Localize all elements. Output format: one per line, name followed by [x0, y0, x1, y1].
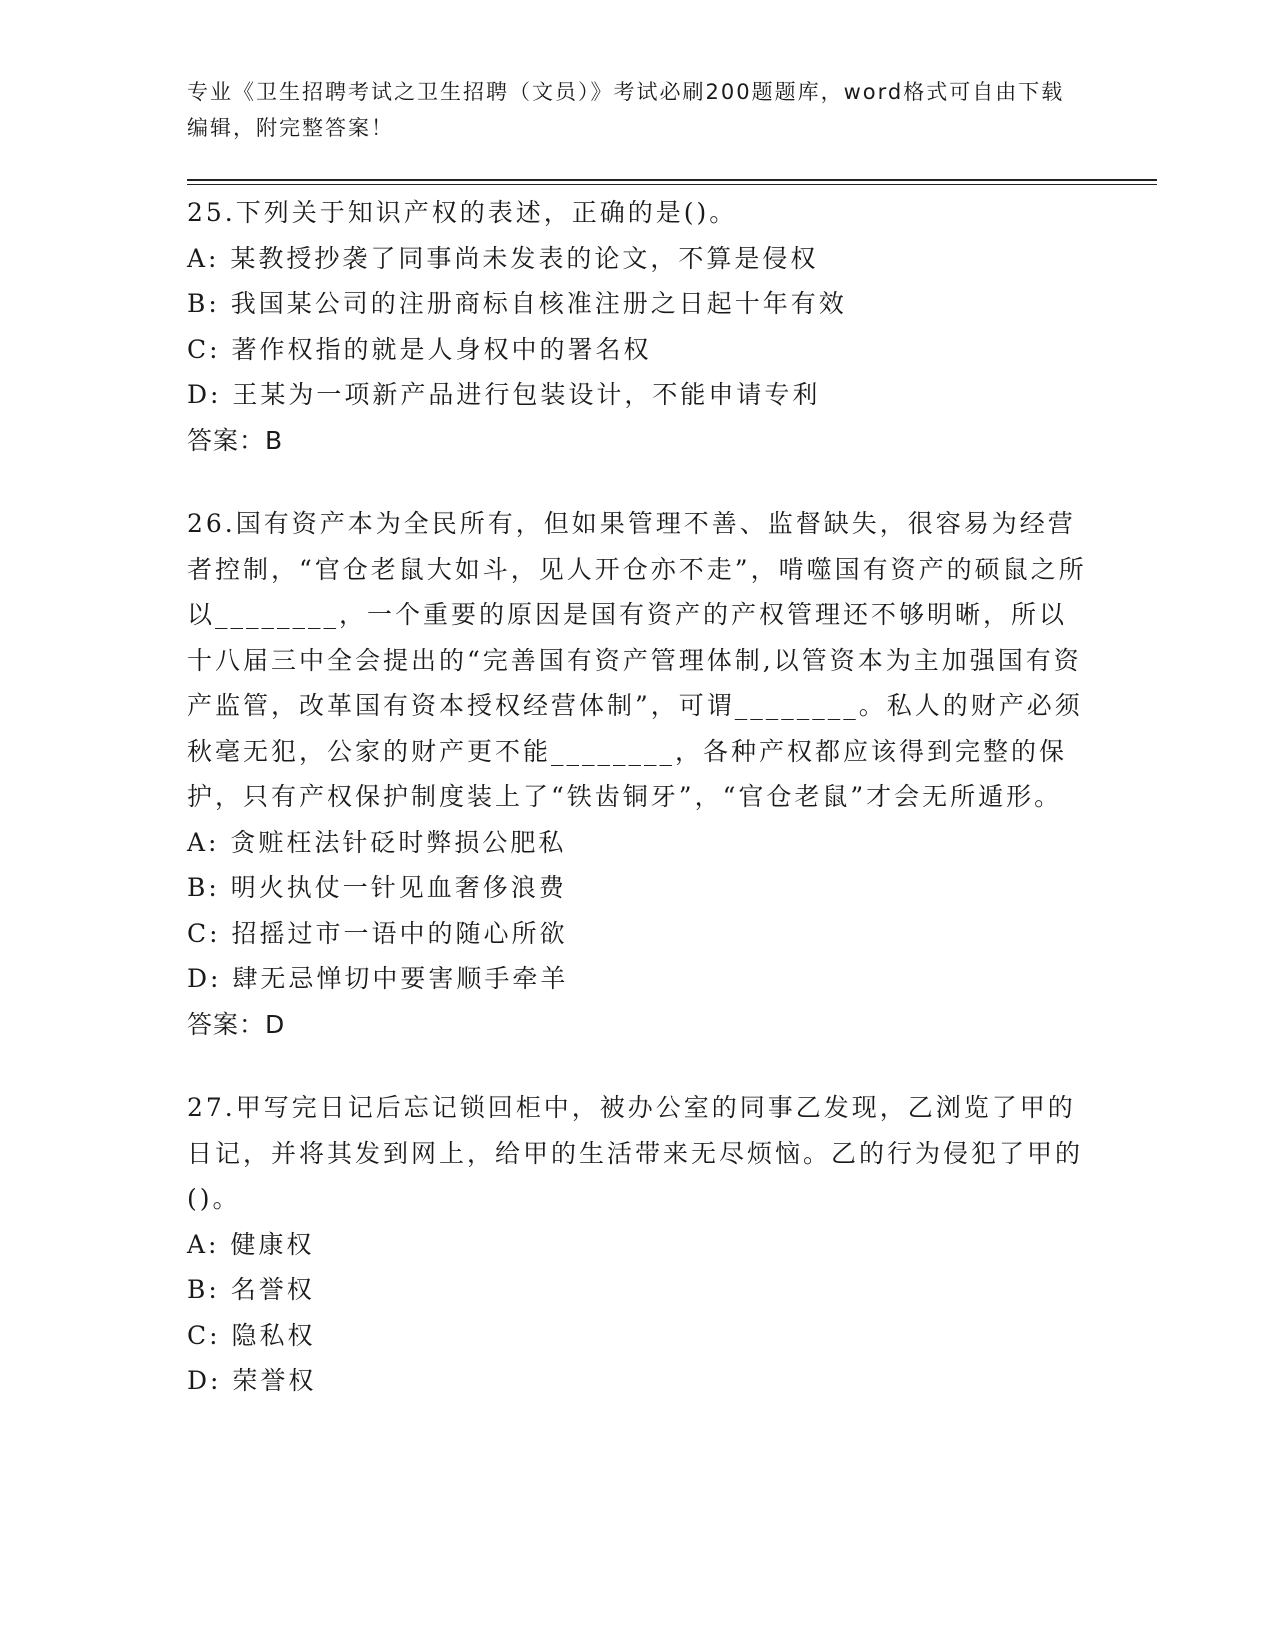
option-c: C: 招摇过市一语中的随心所欲 — [187, 918, 568, 948]
question-27 — [187, 1085, 1087, 1404]
question-stem: 26.国有资产本为全民所有，但如果管理不善、监督缺失，很容易为经营者控制，“官仓老鼠大如斗，见人开仓亦不走”，啃噬国有资产的硕鼠之所以________，一个重要的原因是国有资产的产权管理还不够明晰，所以十八届三中全会提出的“完善国有资产管理体制,以管资本为主加强国有资产监管，改革国有资本授权经营体制”，可谓________。私人的财产必须秋毫无犯，公家的财产更不能________，各种产权都应该得到完整的保护，只有产权保护制度装上了“铁齿铜牙”，“官仓老鼠”才会无所遁形。 — [187, 509, 1087, 811]
option-b: B: 明火执仗一针见血奢侈浪费 — [187, 873, 567, 902]
option-c: C: 著作权指的就是人身权中的署名权 — [187, 334, 652, 364]
option-b: B: 我国某公司的注册商标自核准注册之日起十年有效 — [187, 289, 847, 318]
option-a: A: 健康权 — [187, 1229, 315, 1259]
answer: 答案：D — [187, 1009, 286, 1039]
answer: 答案：B — [187, 425, 284, 455]
option-a: A: 某教授抄袭了同事尚未发表的论文，不算是侵权 — [187, 243, 819, 273]
question-stem: 25.下列关于知识产权的表述，正确的是()。 — [187, 198, 738, 227]
option-a: A: 贪赃枉法针砭时弊损公肥私 — [187, 827, 567, 857]
document-header: 专业《卫生招聘考试之卫生招聘（文员）》考试必刷200题题库，word格式可自由下载编辑，附完整答案！ — [187, 80, 1065, 140]
header-rule-thin — [187, 184, 1157, 185]
option-c: C: 隐私权 — [187, 1320, 316, 1350]
option-d: D: 肆无忌惮切中要害顺手牵羊 — [187, 964, 569, 993]
question-26 — [187, 501, 1087, 1047]
question-stem: 27.甲写完日记后忘记锁回柜中，被办公室的同事乙发现，乙浏览了甲的日记，并将其发到网上，给甲的生活带来无尽烦恼。乙的行为侵犯了甲的()。 — [187, 1093, 1084, 1213]
option-d: D: 王某为一项新产品进行包装设计，不能申请专利 — [187, 380, 821, 409]
option-d: D: 荣誉权 — [187, 1366, 317, 1395]
option-b: B: 名誉权 — [187, 1275, 315, 1304]
header-rule-thick — [187, 179, 1157, 181]
question-list — [187, 190, 1087, 1442]
question-25 — [187, 190, 1087, 463]
